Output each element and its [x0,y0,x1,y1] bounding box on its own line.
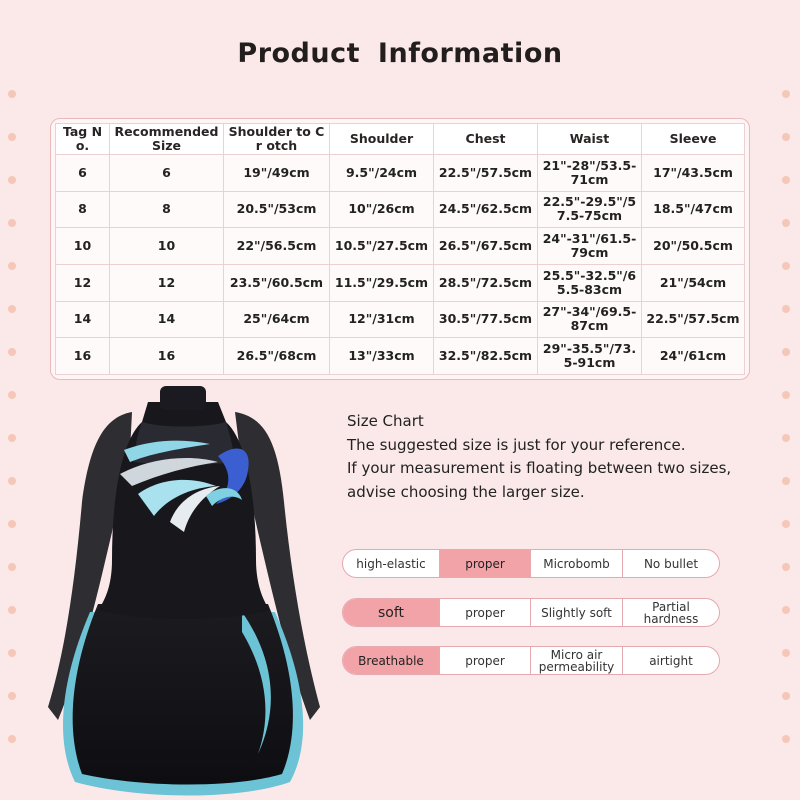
table-cell: 10"/26cm [330,191,434,228]
table-row [56,155,745,192]
table-cell: 16 [110,338,224,375]
table-cell: 10.5"/27.5cm [330,228,434,265]
table-cell: 32.5"/82.5cm [434,338,538,375]
header-sleeve: Sleeve [642,124,745,155]
table-cell: 29"-35.5"/73.5-91cm [538,338,642,375]
table-cell: 8 [110,191,224,228]
size-chart-heading: Size Chart [347,412,424,430]
table-cell: 22.5"/57.5cm [434,155,538,192]
breathability-option-airtight: airtight [649,653,693,668]
decorative-dots-left [8,90,18,778]
size-table-container [50,118,750,380]
header-waist: Waist [538,124,642,155]
dress-image [20,382,340,800]
table-cell: 18.5"/47cm [642,191,745,228]
table-cell: 22.5"/57.5cm [642,301,745,338]
table-row [56,264,745,301]
table-cell: 14 [56,301,110,338]
table-cell: 24"/61cm [642,338,745,375]
size-chart-text-2: If your measurement is floating between two sizes, [347,459,732,477]
table-cell: 30.5"/77.5cm [434,301,538,338]
table-row [56,191,745,228]
elasticity-option-microbomb: Microbomb [531,550,623,577]
size-table [55,123,745,375]
size-chart-note [347,410,787,504]
elasticity-option-proper: proper [440,550,531,577]
table-cell: 12 [110,264,224,301]
table-row [56,338,745,375]
table-row [56,228,745,265]
table-cell: 6 [110,155,224,192]
softness-option-partial-hardness: Partial hardness [643,599,699,626]
table-cell: 11.5"/29.5cm [330,264,434,301]
table-cell: 25.5"-32.5"/65.5-83cm [538,264,642,301]
table-cell: 12 [56,264,110,301]
header-shoulder-to-crotch: Shoulder to Cr otch [224,124,330,155]
page-title: Product Information [237,38,563,69]
softness-option-slightly-soft: Slightly soft [531,599,623,626]
table-cell: 25"/64cm [224,301,330,338]
table-cell: 14 [110,301,224,338]
breathability-option-micro-air: Micro air permeability [531,647,623,674]
softness-scale [342,598,720,627]
header-tag-no: Tag No. [56,124,110,155]
header-shoulder: Shoulder [330,124,434,155]
header-recommended-size: Recommended Size [110,124,224,155]
breathability-option-breathable: Breathable [343,647,440,674]
table-cell: 6 [56,155,110,192]
table-cell: 24"-31"/61.5-79cm [538,228,642,265]
table-cell: 21"/54cm [642,264,745,301]
table-cell: 22.5"-29.5"/57.5-75cm [538,191,642,228]
softness-option-soft: soft [343,599,440,626]
table-cell: 10 [56,228,110,265]
size-chart-text-3: advise choosing the larger size. [347,482,585,501]
table-cell: 9.5"/24cm [330,155,434,192]
table-cell: 24.5"/62.5cm [434,191,538,228]
breathability-option-proper: proper [440,647,531,674]
table-cell: 20"/50.5cm [642,228,745,265]
size-chart-text-1: The suggested size is just for your reference. [347,435,686,454]
table-cell: 26.5"/68cm [224,338,330,375]
header-chest: Chest [434,124,538,155]
elasticity-option-high-elastic: high-elastic [343,550,440,577]
table-cell: 12"/31cm [330,301,434,338]
table-cell: 22"/56.5cm [224,228,330,265]
table-cell: 23.5"/60.5cm [224,264,330,301]
table-row [56,301,745,338]
table-cell: 27"-34"/69.5-87cm [538,301,642,338]
elasticity-option-no-bullet: No bullet [643,556,699,571]
table-cell: 17"/43.5cm [642,155,745,192]
table-cell: 19"/49cm [224,155,330,192]
elasticity-scale [342,549,720,578]
table-cell: 13"/33cm [330,338,434,375]
table-header-row [56,124,745,155]
breathability-scale [342,646,720,675]
table-cell: 20.5"/53cm [224,191,330,228]
softness-option-proper: proper [440,599,531,626]
table-cell: 28.5"/72.5cm [434,264,538,301]
table-cell: 10 [110,228,224,265]
table-cell: 8 [56,191,110,228]
table-cell: 16 [56,338,110,375]
table-cell: 26.5"/67.5cm [434,228,538,265]
table-cell: 21"-28"/53.5-71cm [538,155,642,192]
